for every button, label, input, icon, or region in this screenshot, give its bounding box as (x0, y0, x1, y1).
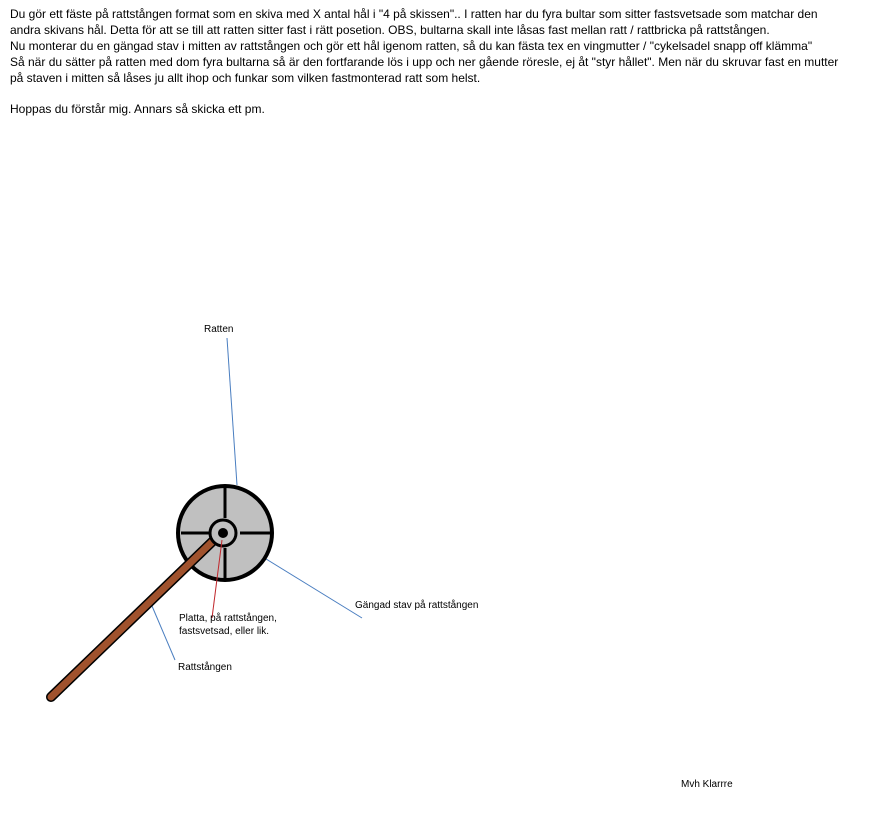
label-gangad-stav: Gängad stav på rattstången (355, 600, 479, 611)
leader-line-ratten (227, 338, 237, 485)
hub-bolt (218, 528, 228, 538)
label-rattstangen: Rattstången (178, 662, 232, 673)
paragraph-2: Nu monterar du en gängad stav i mitten av rattstången och gör ett hål igenom ratten, så du kan fästa tex en vingmutter / "cykelsadel snapp off klämma" (10, 38, 813, 53)
paragraph-4: Hoppas du förstår mig. Annars så skicka ett pm. (10, 102, 265, 117)
signature: Mvh Klarrre (681, 779, 733, 790)
label-platta-line-1: Platta, på rattstången, (179, 613, 277, 624)
paragraph-1: Du gör ett fäste på rattstången format som en skiva med X antal hål i "4 på skissen".. I ratten har du fyra bultar som sitter fastsvetsade som matchar den andra skivans hål. Detta för att se till att ratten sitter fast i rätt posetion. OBS, bultarna skall inte låsas fast mellan ratt / rattbricka på rattstången. (10, 7, 818, 37)
leader-line-rattstangen (152, 606, 175, 660)
paragraph-3: Så när du sätter på ratten med dom fyra bultarna så är den fortfarande lös i upp och ner gående röresle, ej åt "styr hållet". Men när du skruvar fast en mutter på staven i mitten så låses ju allt ihop och funkar som vilken fastmonterad ratt som helst. (10, 54, 839, 85)
label-ratten: Ratten (204, 324, 234, 335)
label-platta (179, 613, 277, 638)
label-platta-line-2: fastsvetsad, eller lik. (179, 625, 270, 637)
